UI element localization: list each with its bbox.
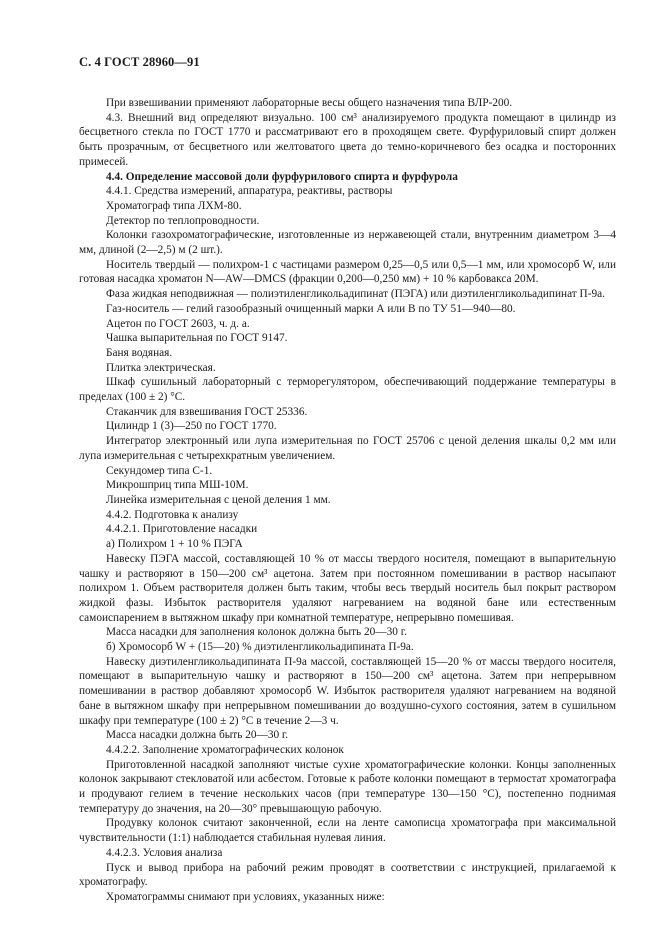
page-header: С. 4 ГОСТ 28960—91	[79, 55, 200, 69]
paragraph: Навеску диэтиленгликольадипината П-9а массой, составляющей 15—20 % от массы твердого носителя, помещают в выпарительную чашку и растворяют в 150—200 см³ ацетона. Затем при непрерывном помешивании в раствор добавляют хромосорб W. Избыток растворителя удаляют нагреванием на водяной бане в вытяжном шкафу при непрерывном помешивании до воздушно-сухого состояния, затем в сушильном шкафу при температуре (100 ± 2) °С в течение 2—3 ч.	[79, 655, 616, 727]
paragraph: Колонки газохроматографические, изготовленные из нержавеющей стали, внутренним диаметром 3—4 мм, длиной (2—2,5) м (2 шт.).	[79, 229, 616, 257]
paragraph: Микрошприц типа МШ-10М.	[106, 479, 249, 492]
paragraph: 4.4.1. Средства измерений, аппаратура, реактивы, растворы	[106, 185, 393, 198]
paragraph: Носитель твердый — полихром-1 с частицами размером 0,25—0,5 или 0,5—1 мм, или хромосорб W, или готовая насадка хроматон N—AW—DMCS (фракции 0,200—0,250 мм) + 10 % карбовакса 20М.	[79, 258, 616, 286]
section-heading: 4.4. Определение массовой доли фурфурилового спирта и фурфурола	[106, 170, 458, 183]
paragraph: 4.4.2. Подготовка к анализу	[106, 508, 239, 521]
paragraph: Секундомер типа С-1.	[106, 464, 213, 477]
document-body	[79, 96, 616, 905]
paragraph: 4.4.2.2. Заполнение хроматографических колонок	[106, 743, 344, 756]
paragraph: Цилиндр 1 (3)—250 по ГОСТ 1770.	[106, 420, 277, 433]
paragraph: Шкаф сушильный лабораторный с терморегулятором, обеспечивающий поддержание температуры в пределах (100 ± 2) °С.	[79, 376, 616, 404]
paragraph: Баня водяная.	[106, 346, 173, 359]
paragraph: Продувку колонок считают законченной, если на ленте самописца хроматографа при максимальной чувствительности (1:1) наблюдается стабильная нулевая линия.	[79, 817, 616, 845]
paragraph: Стаканчик для взвешивания ГОСТ 25336.	[106, 405, 308, 418]
paragraph: Детектор по теплопроводности.	[106, 214, 260, 227]
paragraph: Фаза жидкая неподвижная — полиэтиленгликольадипинат (ПЭГА) или диэтиленгликольадипинат П-9а.	[106, 288, 605, 301]
paragraph: Чашка выпарительная по ГОСТ 9147.	[106, 332, 288, 345]
paragraph: 4.4.2.3. Условия анализа	[106, 846, 223, 859]
paragraph: Интегратор электронный или лупа измерительная по ГОСТ 25706 с ценой деления шкалы 0,2 мм или лупа измерительная с четырехкратным увеличением.	[79, 435, 616, 462]
paragraph: 4.3. Внешний вид определяют визуально. 100 см³ анализируемого продукта помещают в цилиндр из бесцветного стекла по ГОСТ 1770 и рассматривают его в проходящем свете. Фурфуриловый спирт должен быть прозрачным, от бесцветного или желтоватого цвета до темно-коричневого без осадка и посторонних примесей.	[79, 111, 616, 168]
paragraph: Плитка электрическая.	[106, 361, 216, 374]
paragraph: Навеску ПЭГА массой, составляющей 10 % от массы твердого носителя, помещают в выпарительную чашку и растворяют в 150—200 см³ ацетона. Затем при постоянном помешивании в раствор насыпают полихром 1. Объем растворителя должен быть таким, чтобы весь твердый носитель был покрыт раствором жидкой фазы. Избыток растворителя удаляют нагреванием на водяной бане или естественным самоиспарением в вытяжном шкафу при комнатной температуре, непрерывно помешивая.	[79, 552, 616, 624]
paragraph: Пуск и вывод прибора на рабочий режим проводят в соответствии с инструкцией, прилагаемой к хроматографу.	[79, 861, 616, 889]
paragraph: Хроматограммы снимают при условиях, указанных ниже:	[106, 890, 385, 903]
paragraph: Масса насадки для заполнения колонок должна быть 20—30 г.	[106, 626, 407, 639]
paragraph: Масса насадки должна быть 20—30 г.	[106, 729, 289, 742]
paragraph: При взвешивании применяют лабораторные весы общего назначения типа ВЛР-200.	[106, 97, 513, 109]
paragraph: а) Полихром 1 + 10 % ПЭГА	[106, 538, 243, 551]
paragraph: Линейка измерительная с ценой деления 1 мм.	[106, 493, 331, 506]
paragraph: Газ-носитель — гелий газообразный очищенный марки А или В по ТУ 51—940—80.	[106, 302, 516, 315]
paragraph: 4.4.2.1. Приготовление насадки	[106, 523, 258, 536]
paragraph: Хроматограф типа ЛХМ-80.	[106, 199, 242, 212]
paragraph: Приготовленной насадкой заполняют чистые сухие хроматографические колонки. Концы заполненных колонок закрывают стекловатой или асбестом. Готовые к работе колонки помещают в термостат хроматографа и продувают гелием в течение нескольких часов (при температуре 130—150 °С), постепенно поднимая температуру до значения, на 20—30° превышающую рабочую.	[79, 758, 616, 815]
paragraph: Ацетон по ГОСТ 2603, ч. д. а.	[106, 317, 250, 330]
paragraph: б) Хромосорб W + (15—20) % диэтиленгликольадипината П-9а.	[106, 641, 414, 654]
